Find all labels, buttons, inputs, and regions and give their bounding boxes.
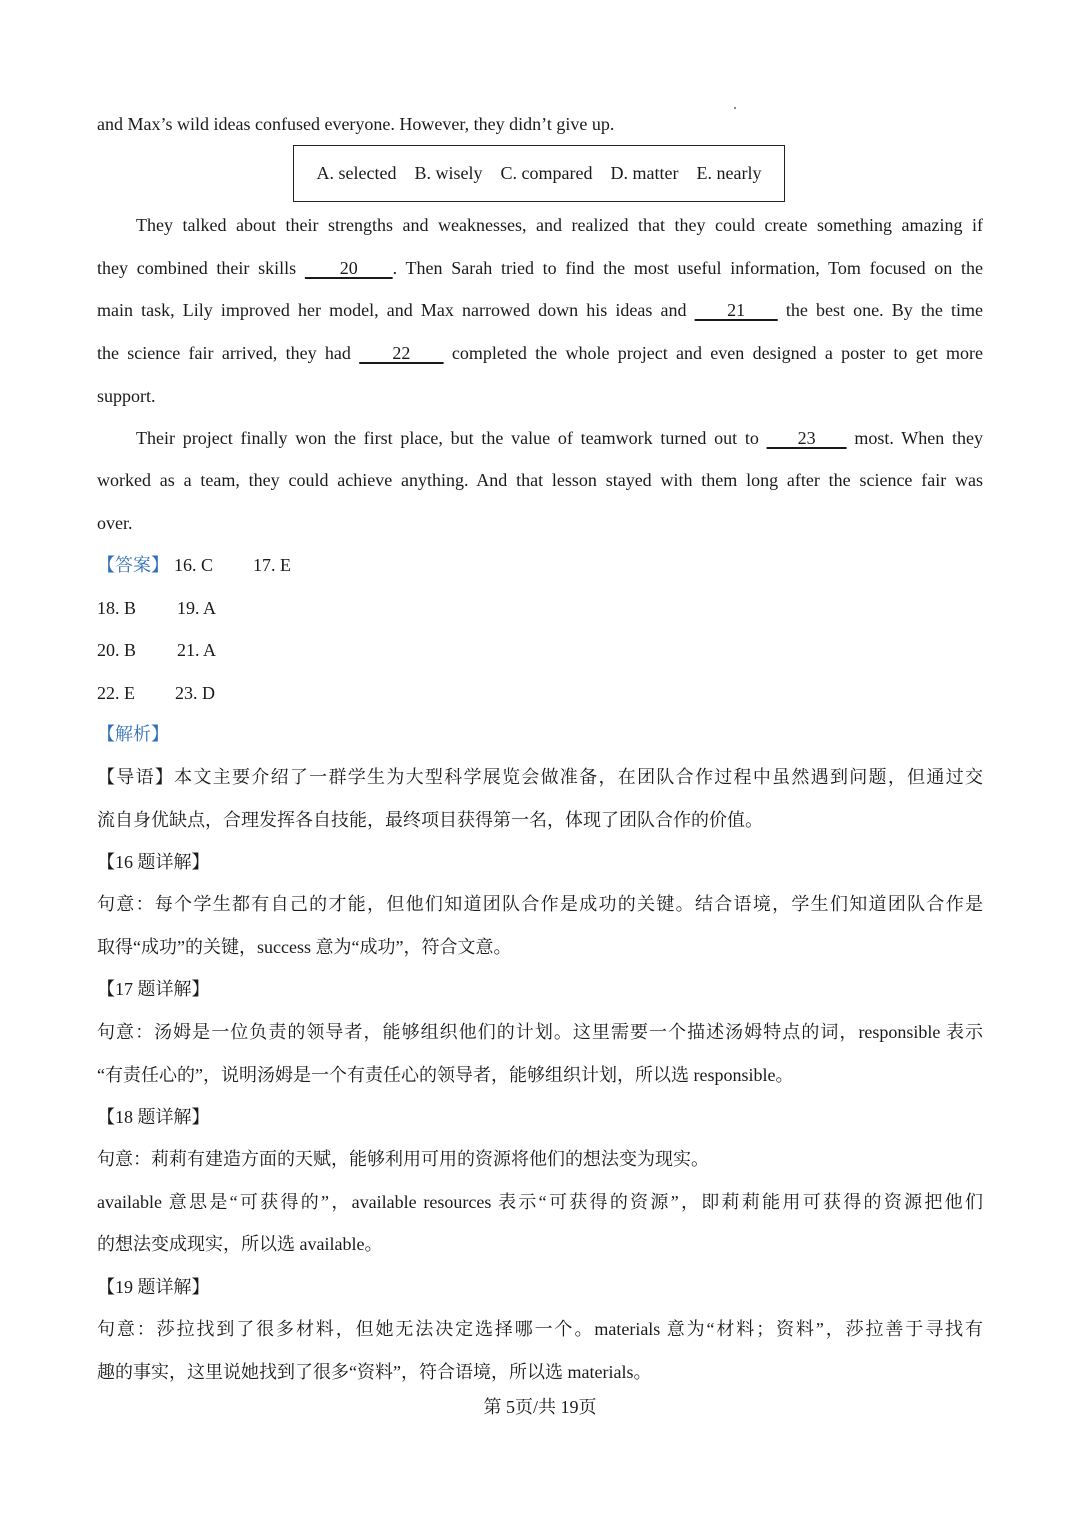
answer-item: 17. E (253, 555, 291, 575)
q19-heading: 【19 题详解】 (97, 1277, 210, 1297)
answer-item: 19. A (177, 598, 217, 618)
blank-20: 20 (304, 258, 393, 278)
answer-item: 21. A (177, 640, 217, 660)
answer-item: 18. B (97, 598, 137, 618)
passage-line: main task, Lily improved her model, and Max narrowed down his ideas and 21 the best one. By the time (97, 300, 984, 320)
page-number: 第 5页/共 19页 (483, 1397, 597, 1417)
blank-23: 23 (766, 428, 847, 448)
q18-heading: 【18 题详解】 (97, 1107, 210, 1127)
passage-line: Their project finally won the first place, but the value of teamwork turned out to 23 most. When they (136, 428, 984, 448)
passage-line: over. (97, 513, 133, 533)
passage-line: support. (97, 386, 156, 406)
blank-21: 21 (694, 300, 778, 320)
explanation-line: 句意：莉莉有建造方面的天赋，能够利用可用的资源将他们的想法变为现实。 (97, 1149, 709, 1169)
blank-22: 22 (359, 343, 444, 363)
explanation-line: 取得“成功”的关键，success 意为“成功”，符合文意。 (97, 937, 512, 957)
q16-heading: 【16 题详解】 (97, 852, 210, 872)
option-b: B. wisely (414, 163, 483, 183)
option-c: C. compared (500, 163, 593, 183)
explanation-line: 句意：汤姆是一位负责的领导者，能够组织他们的计划。这里需要一个描述汤姆特点的词，responsible 表示 (97, 1022, 983, 1042)
options-box (293, 145, 785, 202)
passage-line: worked as a team, they could achieve anything. And that lesson stayed with them long after the science fair was (97, 470, 983, 490)
option-e: E. nearly (696, 163, 762, 183)
explanation-line: 句意：每个学生都有自己的才能，但他们知道团队合作是成功的关键。结合语境，学生们知道团队合作是 (97, 894, 983, 914)
explanation-line: “有责任心的”，说明汤姆是一个有责任心的领导者，能够组织计划，所以选 responsible。 (97, 1065, 794, 1085)
passage-line: They talked about their strengths and weaknesses, and realized that they could create something amazing if (136, 215, 983, 235)
answer-item: 22. E (97, 683, 135, 703)
analysis-label: 【解析】 (97, 724, 169, 744)
passage-line: the science fair arrived, they had 22 completed the whole project and even designed a poster to get more (97, 343, 984, 363)
guide-line: 【导语】本文主要介绍了一群学生为大型科学展览会做准备，在团队合作过程中虽然遇到问题，但通过交 (97, 767, 983, 787)
option-a: A. selected (316, 163, 397, 183)
scan-dot (734, 107, 736, 109)
option-d: D. matter (610, 163, 679, 183)
guide-line: 流自身优缺点，合理发挥各自技能，最终项目获得第一名，体现了团队合作的价值。 (97, 810, 763, 830)
q17-heading: 【17 题详解】 (97, 979, 210, 999)
explanation-line: available 意思是“可获得的”，available resources 表示“可获得的资源”，即莉莉能用可获得的资源把他们 (97, 1192, 983, 1212)
passage-line: they combined their skills 20 . Then Sarah tried to find the most useful information, Tom focused on the (97, 258, 984, 278)
answer-item: 16. C (174, 555, 214, 575)
explanation-line: 趣的事实，这里说她找到了很多“资料”，符合语境，所以选 materials。 (97, 1362, 652, 1382)
answer-label: 【答案】 (97, 555, 169, 575)
answer-item: 23. D (175, 683, 215, 703)
explanation-line: 句意：莎拉找到了很多材料，但她无法决定选择哪一个。materials 意为“材料；资料”，莎拉善于寻找有 (97, 1319, 983, 1339)
passage-line: and Max’s wild ideas confused everyone. However, they didn’t give up. (97, 114, 615, 134)
answer-item: 20. B (97, 640, 137, 660)
explanation-line: 的想法变成现实，所以选 available。 (97, 1234, 383, 1254)
